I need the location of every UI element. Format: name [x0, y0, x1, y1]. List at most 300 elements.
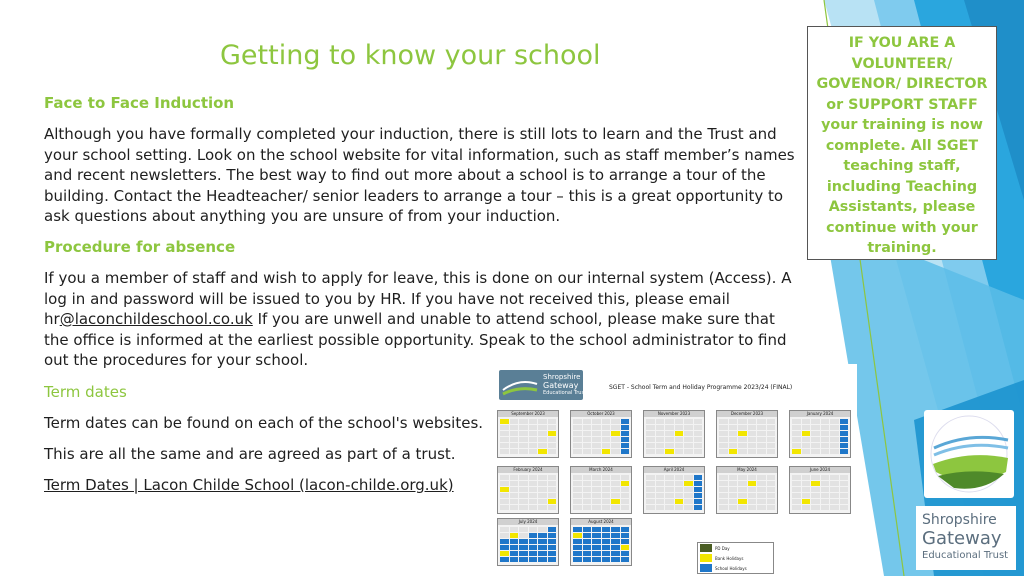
calendar-day-cell [684, 493, 693, 498]
calendar-day-cell [611, 449, 620, 454]
calendar-day-cell [840, 419, 849, 424]
calendar-day-cell [573, 527, 582, 532]
calendar-day-cell [719, 449, 728, 454]
calendar-day-cell [840, 493, 849, 498]
calendar-day-cell [656, 487, 665, 492]
calendar-day-cell [738, 505, 747, 510]
calendar-day-cell [748, 437, 757, 442]
calendar-day-cell [500, 545, 509, 550]
calendar-day-cell [719, 419, 728, 424]
calendar-day-cell [529, 539, 538, 544]
calendar-day-cell [602, 493, 611, 498]
calendar-day-cell [719, 425, 728, 430]
calendar-day-cell [830, 425, 839, 430]
calendar-day-cell [538, 551, 547, 556]
calendar-day-cell [583, 539, 592, 544]
calendar-day-cell [602, 499, 611, 504]
calendar-day-cell [830, 449, 839, 454]
calendar-day-cell [840, 437, 849, 442]
calendar-day-cell [602, 545, 611, 550]
calendar-day-cell [548, 475, 557, 480]
calendar-day-cell [738, 481, 747, 486]
calendar-day-cell [519, 539, 528, 544]
calendar-day-cell [573, 505, 582, 510]
calendar-day-cell [519, 527, 528, 532]
calendar-day-grid [790, 417, 850, 456]
calendar-day-cell [840, 481, 849, 486]
calendar-day-cell [500, 527, 509, 532]
calendar-day-cell [675, 481, 684, 486]
calendar-day-cell [675, 431, 684, 436]
calendar-day-cell [500, 475, 509, 480]
calendar-day-cell [748, 481, 757, 486]
term-calendar-image [487, 364, 857, 576]
calendar-day-grid [644, 473, 704, 512]
calendar-day-cell [757, 437, 766, 442]
calendar-day-cell [548, 499, 557, 504]
calendar-day-cell [757, 493, 766, 498]
calendar-day-cell [519, 449, 528, 454]
calendar-day-cell [500, 551, 509, 556]
calendar-day-cell [592, 475, 601, 480]
calendar-day-cell [573, 443, 582, 448]
legend-swatch [700, 564, 712, 572]
legend-label: School Holidays [715, 565, 747, 571]
calendar-day-cell [602, 551, 611, 556]
calendar-day-grid [498, 525, 558, 564]
calendar-day-cell [621, 527, 630, 532]
calendar-day-cell [811, 499, 820, 504]
calendar-day-cell [573, 545, 582, 550]
calendar-day-cell [500, 419, 509, 424]
term-dates-heading: Term dates [44, 383, 127, 401]
calendar-day-cell [840, 499, 849, 504]
calendar-day-cell [583, 545, 592, 550]
calendar-day-cell [592, 493, 601, 498]
calendar-day-cell [821, 487, 830, 492]
calendar-day-cell [529, 527, 538, 532]
calendar-day-cell [811, 475, 820, 480]
calendar-day-cell [748, 493, 757, 498]
calendar-day-cell [548, 527, 557, 532]
calendar-day-cell [675, 499, 684, 504]
calendar-day-cell [811, 481, 820, 486]
calendar-day-cell [583, 551, 592, 556]
calendar-day-cell [767, 481, 776, 486]
calendar-day-cell [684, 425, 693, 430]
calendar-day-cell [792, 487, 801, 492]
calendar-logo-mark-icon [499, 370, 539, 400]
calendar-day-cell [830, 499, 839, 504]
calendar-day-cell [646, 481, 655, 486]
legend-label: Bank Holidays [715, 555, 744, 561]
calendar-day-cell [583, 431, 592, 436]
calendar-day-cell [510, 545, 519, 550]
calendar-day-cell [583, 437, 592, 442]
calendar-day-cell [611, 437, 620, 442]
calendar-day-cell [602, 443, 611, 448]
calendar-day-cell [548, 551, 557, 556]
calendar-day-cell [548, 419, 557, 424]
calendar-day-cell [611, 481, 620, 486]
calendar-day-cell [646, 475, 655, 480]
calendar-day-cell [583, 487, 592, 492]
calendar-day-cell [519, 437, 528, 442]
calendar-day-cell [500, 449, 509, 454]
calendar-day-cell [694, 499, 703, 504]
calendar-day-cell [802, 425, 811, 430]
calendar-day-cell [529, 431, 538, 436]
calendar-day-cell [621, 551, 630, 556]
calendar-day-grid [717, 417, 777, 456]
calendar-day-cell [757, 443, 766, 448]
calendar-month [789, 410, 851, 458]
calendar-day-cell [538, 533, 547, 538]
calendar-day-cell [656, 419, 665, 424]
calendar-day-cell [675, 425, 684, 430]
calendar-day-cell [830, 475, 839, 480]
calendar-day-cell [675, 443, 684, 448]
calendar-day-cell [656, 475, 665, 480]
calendar-day-cell [729, 481, 738, 486]
calendar-day-cell [510, 437, 519, 442]
calendar-day-cell [665, 449, 674, 454]
calendar-day-cell [748, 443, 757, 448]
calendar-day-cell [830, 487, 839, 492]
calendar-day-cell [519, 545, 528, 550]
calendar-day-cell [538, 499, 547, 504]
calendar-day-cell [621, 533, 630, 538]
calendar-day-cell [684, 443, 693, 448]
calendar-day-cell [646, 431, 655, 436]
calendar-day-cell [500, 425, 509, 430]
calendar-day-cell [802, 493, 811, 498]
calendar-day-cell [602, 431, 611, 436]
calendar-day-cell [738, 431, 747, 436]
calendar-day-cell [802, 443, 811, 448]
calendar-day-cell [602, 449, 611, 454]
calendar-month-name: December 2023 [717, 411, 777, 417]
calendar-day-cell [694, 475, 703, 480]
calendar-day-cell [611, 431, 620, 436]
calendar-day-cell [811, 487, 820, 492]
calendar-day-cell [738, 499, 747, 504]
calendar-month-name: August 2024 [571, 519, 631, 525]
calendar-day-cell [602, 425, 611, 430]
calendar-day-cell [500, 557, 509, 562]
calendar-day-cell [757, 425, 766, 430]
calendar-month-name: April 2024 [644, 467, 704, 473]
calendar-month [497, 518, 559, 566]
calendar-day-cell [538, 425, 547, 430]
calendar-logo-line3: Educational Trust [543, 390, 587, 396]
calendar-day-cell [840, 487, 849, 492]
calendar-day-cell [748, 431, 757, 436]
calendar-day-cell [767, 487, 776, 492]
calendar-day-cell [621, 431, 630, 436]
calendar-day-cell [519, 505, 528, 510]
calendar-day-cell [656, 437, 665, 442]
calendar-day-cell [665, 425, 674, 430]
calendar-day-cell [510, 527, 519, 532]
calendar-day-cell [529, 545, 538, 550]
calendar-day-cell [592, 487, 601, 492]
calendar-day-cell [738, 493, 747, 498]
calendar-day-cell [757, 419, 766, 424]
staff-notice-box: IF YOU ARE A VOLUNTEER/ GOVENOR/ DIRECTOR or SUPPORT STAFF your training is now complete. All SGET teaching staff, including Teaching Assistants, please continue with your training. [807, 26, 997, 260]
calendar-day-cell [840, 443, 849, 448]
calendar-day-cell [592, 419, 601, 424]
calendar-day-cell [611, 487, 620, 492]
calendar-day-cell [684, 419, 693, 424]
calendar-day-cell [621, 481, 630, 486]
calendar-day-cell [719, 481, 728, 486]
calendar-day-cell [529, 475, 538, 480]
absence-text-before: If you a member of staff and wish to apply for leave, this is done on our internal system (Access). A log in and password will be issued to you by HR. If you have not received this, please email hr [44, 269, 792, 328]
calendar-day-cell [583, 481, 592, 486]
calendar-day-cell [592, 527, 601, 532]
calendar-day-cell [767, 499, 776, 504]
calendar-day-cell [656, 425, 665, 430]
calendar-day-cell [757, 487, 766, 492]
term-dates-link[interactable]: Term Dates | Lacon Childe School (lacon-childe.org.uk) [44, 476, 454, 494]
calendar-title: SGET - School Term and Holiday Programme 2023/24 (FINAL) [609, 384, 793, 391]
calendar-day-cell [665, 493, 674, 498]
calendar-day-cell [510, 539, 519, 544]
calendar-day-cell [767, 437, 776, 442]
calendar-day-cell [621, 493, 630, 498]
calendar-day-cell [729, 419, 738, 424]
calendar-day-cell [602, 527, 611, 532]
calendar-day-cell [802, 449, 811, 454]
calendar-day-cell [611, 419, 620, 424]
calendar-day-cell [538, 493, 547, 498]
calendar-day-cell [684, 481, 693, 486]
gateway-emblem-icon [924, 410, 1014, 498]
calendar-day-cell [538, 443, 547, 448]
calendar-day-cell [573, 481, 582, 486]
calendar-day-cell [548, 425, 557, 430]
calendar-day-cell [738, 449, 747, 454]
calendar-day-cell [821, 481, 830, 486]
calendar-day-cell [538, 431, 547, 436]
calendar-day-cell [500, 481, 509, 486]
calendar-day-cell [821, 419, 830, 424]
calendar-day-cell [621, 557, 630, 562]
calendar-month-name: November 2023 [644, 411, 704, 417]
calendar-month-name: January 2024 [790, 411, 850, 417]
calendar-day-cell [646, 499, 655, 504]
calendar-day-cell [611, 527, 620, 532]
calendar-day-cell [694, 419, 703, 424]
calendar-day-cell [748, 487, 757, 492]
calendar-day-grid [571, 473, 631, 512]
calendar-day-cell [538, 505, 547, 510]
calendar-day-cell [500, 431, 509, 436]
calendar-day-cell [767, 425, 776, 430]
calendar-day-cell [519, 551, 528, 556]
calendar-day-cell [592, 557, 601, 562]
calendar-day-cell [738, 425, 747, 430]
calendar-day-cell [757, 449, 766, 454]
calendar-day-cell [602, 419, 611, 424]
calendar-day-cell [538, 449, 547, 454]
absence-heading: Procedure for absence [44, 238, 236, 256]
calendar-day-cell [538, 487, 547, 492]
calendar-day-cell [646, 487, 655, 492]
calendar-day-cell [802, 437, 811, 442]
calendar-day-cell [811, 493, 820, 498]
legend-swatch [700, 544, 712, 552]
calendar-day-cell [510, 425, 519, 430]
calendar-day-cell [694, 481, 703, 486]
legend-item [698, 553, 773, 563]
calendar-day-cell [583, 533, 592, 538]
calendar-day-cell [583, 557, 592, 562]
calendar-day-grid [498, 417, 558, 456]
calendar-day-cell [792, 443, 801, 448]
calendar-day-cell [602, 481, 611, 486]
calendar-day-cell [611, 443, 620, 448]
calendar-day-cell [802, 481, 811, 486]
calendar-day-grid [644, 417, 704, 456]
calendar-day-cell [656, 505, 665, 510]
calendar-day-cell [675, 493, 684, 498]
calendar-day-cell [646, 449, 655, 454]
calendar-day-cell [719, 499, 728, 504]
calendar-day-cell [656, 443, 665, 448]
calendar-day-cell [621, 539, 630, 544]
calendar-day-cell [548, 539, 557, 544]
calendar-day-cell [548, 443, 557, 448]
calendar-day-cell [621, 545, 630, 550]
calendar-day-cell [821, 493, 830, 498]
calendar-day-cell [811, 443, 820, 448]
calendar-day-cell [592, 437, 601, 442]
calendar-day-cell [519, 431, 528, 436]
calendar-day-cell [519, 425, 528, 430]
calendar-day-cell [792, 499, 801, 504]
calendar-day-cell [573, 487, 582, 492]
calendar-day-cell [767, 475, 776, 480]
calendar-day-cell [592, 449, 601, 454]
calendar-day-cell [510, 499, 519, 504]
calendar-legend [697, 542, 774, 574]
calendar-day-cell [621, 505, 630, 510]
calendar-day-cell [811, 419, 820, 424]
calendar-day-cell [821, 425, 830, 430]
calendar-day-cell [573, 425, 582, 430]
calendar-day-cell [656, 493, 665, 498]
calendar-day-cell [519, 419, 528, 424]
calendar-day-cell [792, 437, 801, 442]
calendar-day-cell [719, 431, 728, 436]
calendar-day-cell [830, 493, 839, 498]
calendar-day-cell [665, 443, 674, 448]
calendar-day-grid [571, 525, 631, 564]
calendar-day-cell [840, 475, 849, 480]
calendar-day-cell [792, 431, 801, 436]
calendar-day-cell [665, 481, 674, 486]
calendar-day-cell [840, 431, 849, 436]
calendar-day-cell [738, 475, 747, 480]
calendar-day-cell [529, 437, 538, 442]
calendar-month [716, 466, 778, 514]
calendar-day-cell [811, 437, 820, 442]
calendar-day-cell [583, 475, 592, 480]
calendar-day-cell [719, 443, 728, 448]
calendar-day-cell [519, 533, 528, 538]
calendar-day-cell [729, 487, 738, 492]
calendar-day-cell [830, 419, 839, 424]
legend-item [698, 563, 773, 573]
calendar-day-cell [757, 499, 766, 504]
calendar-day-cell [602, 475, 611, 480]
calendar-day-cell [510, 449, 519, 454]
calendar-day-cell [611, 425, 620, 430]
calendar-day-cell [811, 431, 820, 436]
calendar-day-cell [675, 449, 684, 454]
calendar-day-grid [717, 473, 777, 512]
calendar-day-cell [529, 551, 538, 556]
calendar-day-cell [510, 487, 519, 492]
calendar-day-cell [767, 419, 776, 424]
calendar-day-cell [573, 419, 582, 424]
calendar-month [570, 410, 632, 458]
calendar-day-cell [573, 557, 582, 562]
calendar-day-cell [748, 425, 757, 430]
calendar-day-cell [646, 437, 655, 442]
calendar-day-cell [840, 425, 849, 430]
calendar-day-cell [510, 481, 519, 486]
calendar-day-cell [548, 481, 557, 486]
calendar-day-cell [519, 487, 528, 492]
absence-text [44, 268, 804, 371]
calendar-day-cell [611, 557, 620, 562]
calendar-day-cell [583, 493, 592, 498]
calendar-day-cell [621, 487, 630, 492]
calendar-day-cell [538, 481, 547, 486]
calendar-day-cell [510, 533, 519, 538]
calendar-day-cell [792, 449, 801, 454]
calendar-day-cell [611, 499, 620, 504]
calendar-month [789, 466, 851, 514]
calendar-day-cell [611, 475, 620, 480]
calendar-day-cell [519, 481, 528, 486]
calendar-day-cell [510, 505, 519, 510]
calendar-day-cell [611, 539, 620, 544]
calendar-day-cell [802, 419, 811, 424]
calendar-day-cell [538, 557, 547, 562]
hr-email-link[interactable]: @laconchildeschool.co.uk [59, 310, 253, 328]
calendar-day-cell [729, 443, 738, 448]
calendar-day-cell [583, 443, 592, 448]
calendar-day-cell [602, 557, 611, 562]
calendar-day-cell [821, 443, 830, 448]
calendar-day-cell [592, 443, 601, 448]
calendar-day-cell [621, 425, 630, 430]
calendar-day-cell [665, 505, 674, 510]
calendar-month [570, 518, 632, 566]
calendar-day-cell [500, 505, 509, 510]
calendar-day-cell [646, 419, 655, 424]
calendar-day-cell [830, 481, 839, 486]
calendar-day-cell [729, 449, 738, 454]
calendar-day-cell [583, 505, 592, 510]
calendar-day-cell [792, 505, 801, 510]
calendar-day-cell [719, 505, 728, 510]
calendar-day-cell [694, 443, 703, 448]
